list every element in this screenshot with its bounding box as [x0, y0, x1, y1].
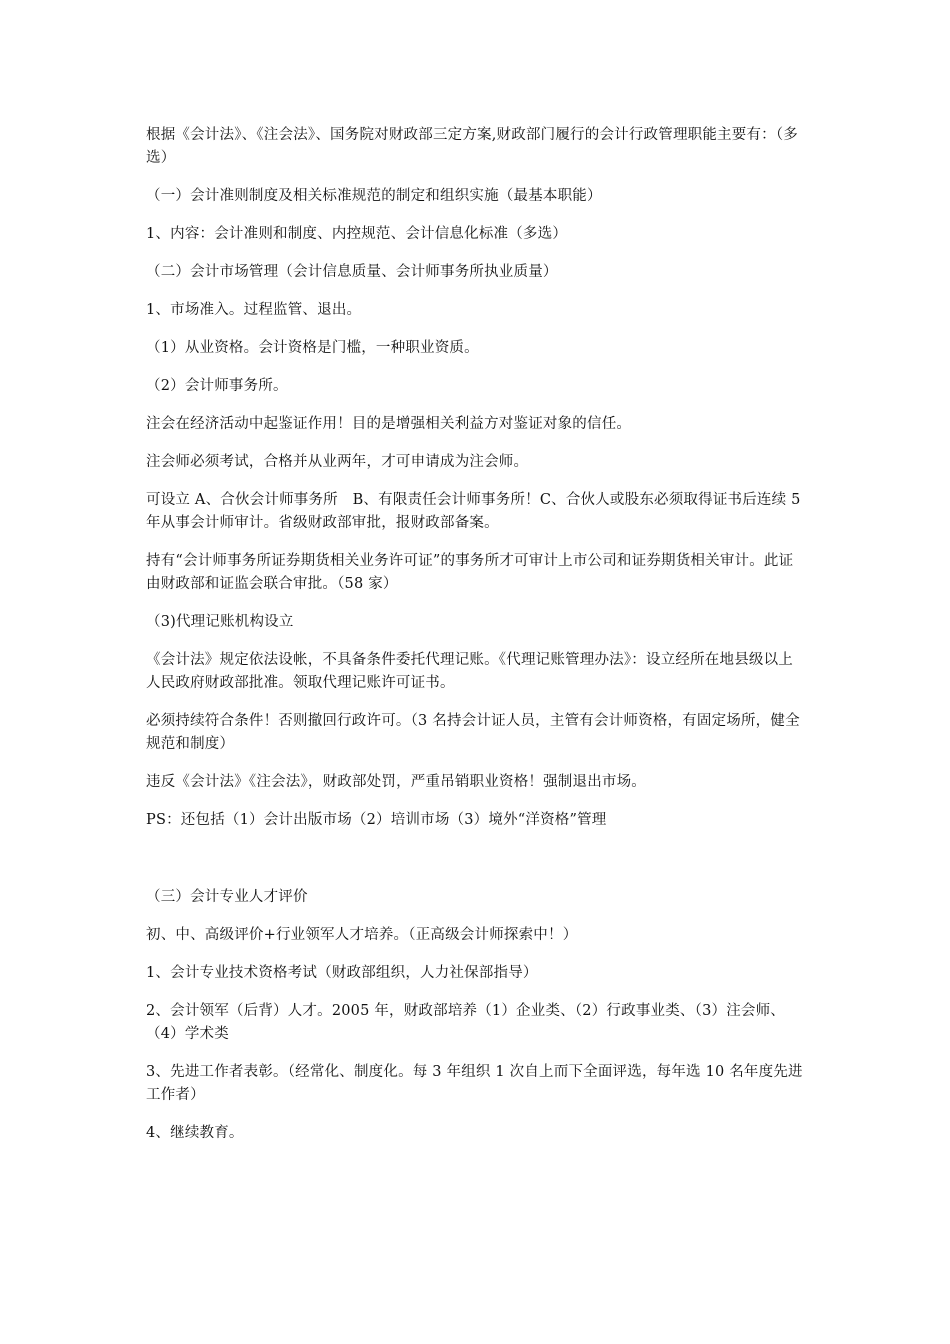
- document-body: [146, 124, 806, 1160]
- section-3-item-3: 3、先进工作者表彰。（经常化、制度化。每 3 年组织 1 次自上而下全面评选，每年选 10 名年度先进工作者）: [146, 1064, 803, 1103]
- ps-paragraph: PS：还包括（1）会计出版市场（2）培训市场（3）境外“洋资格”管理: [146, 812, 607, 828]
- section-3-item-4: 4、继续教育。: [146, 1125, 244, 1141]
- section-3-item-1: 1、会计专业技术资格考试（财政部组织，人力社保部指导）: [146, 965, 538, 981]
- section-2-subitem-3: （3)代理记账机构设立: [146, 614, 294, 630]
- section-2-item-1: 1、市场准入。过程监管、退出。: [146, 302, 362, 318]
- section-3-item-2: 2、会计领军（后背）人才。2005 年，财政部培养（1）企业类、（2）行政事业类、（3）注会师、（4）学术类: [146, 1003, 786, 1042]
- section-3-intro: 初、中、高级评价+行业领军人才培养。（正高级会计师探索中！）: [146, 927, 578, 943]
- section-1-heading: （一）会计准则制度及相关标准规范的制定和组织实施（最基本职能）: [146, 188, 602, 204]
- conditions-paragraph: 必须持续符合条件！否则撤回行政许可。（3 名持会计证人员，主管有会计师资格，有固定场所，健全规范和制度）: [146, 713, 800, 752]
- section-2-heading: （二）会计市场管理（会计信息质量、会计师事务所执业质量）: [146, 264, 558, 280]
- bookkeeping-law-paragraph: 《会计法》规定依法设帐，不具备条件委托代理记账。《代理记账管理办法》：设立经所在地县级以上人民政府财政部批准。领取代理记账许可证书。: [146, 652, 793, 691]
- section-1-item-1: 1、内容：会计准则和制度、内控规范、会计信息化标准（多选）: [146, 226, 568, 242]
- cpa-exam-paragraph: 注会师必须考试，合格并从业两年，才可申请成为注会师。: [146, 454, 529, 470]
- section-2-subitem-2: （2）会计师事务所。: [146, 378, 288, 394]
- section-2-subitem-1: （1）从业资格。会计资格是门槛，一种职业资质。: [146, 340, 479, 356]
- firm-types-paragraph: 可设立 A、合伙会计师事务所 B、有限责任会计师事务所！C、合伙人或股东必须取得证书后连续 5 年从事会计师审计。省级财政部审批，报财政部备案。: [146, 492, 801, 531]
- securities-license-paragraph: 持有“会计师事务所证券期货相关业务许可证”的事务所才可审计上市公司和证券期货相关审计。此证由财政部和证监会联合审批。（58 家）: [146, 553, 794, 592]
- section-3-heading: （三）会计专业人才评价: [146, 889, 308, 905]
- section-spacer: [146, 847, 806, 886]
- cpa-role-paragraph: 注会在经济活动中起鉴证作用！目的是增强相关利益方对鉴证对象的信任。: [146, 416, 632, 432]
- penalty-paragraph: 违反《会计法》《注会法》，财政部处罚，严重吊销职业资格！强制退出市场。: [146, 774, 646, 790]
- intro-paragraph: 根据《会计法》、《注会法》、国务院对财政部三定方案,财政部门履行的会计行政管理职能主要有：（多选）: [146, 127, 799, 166]
